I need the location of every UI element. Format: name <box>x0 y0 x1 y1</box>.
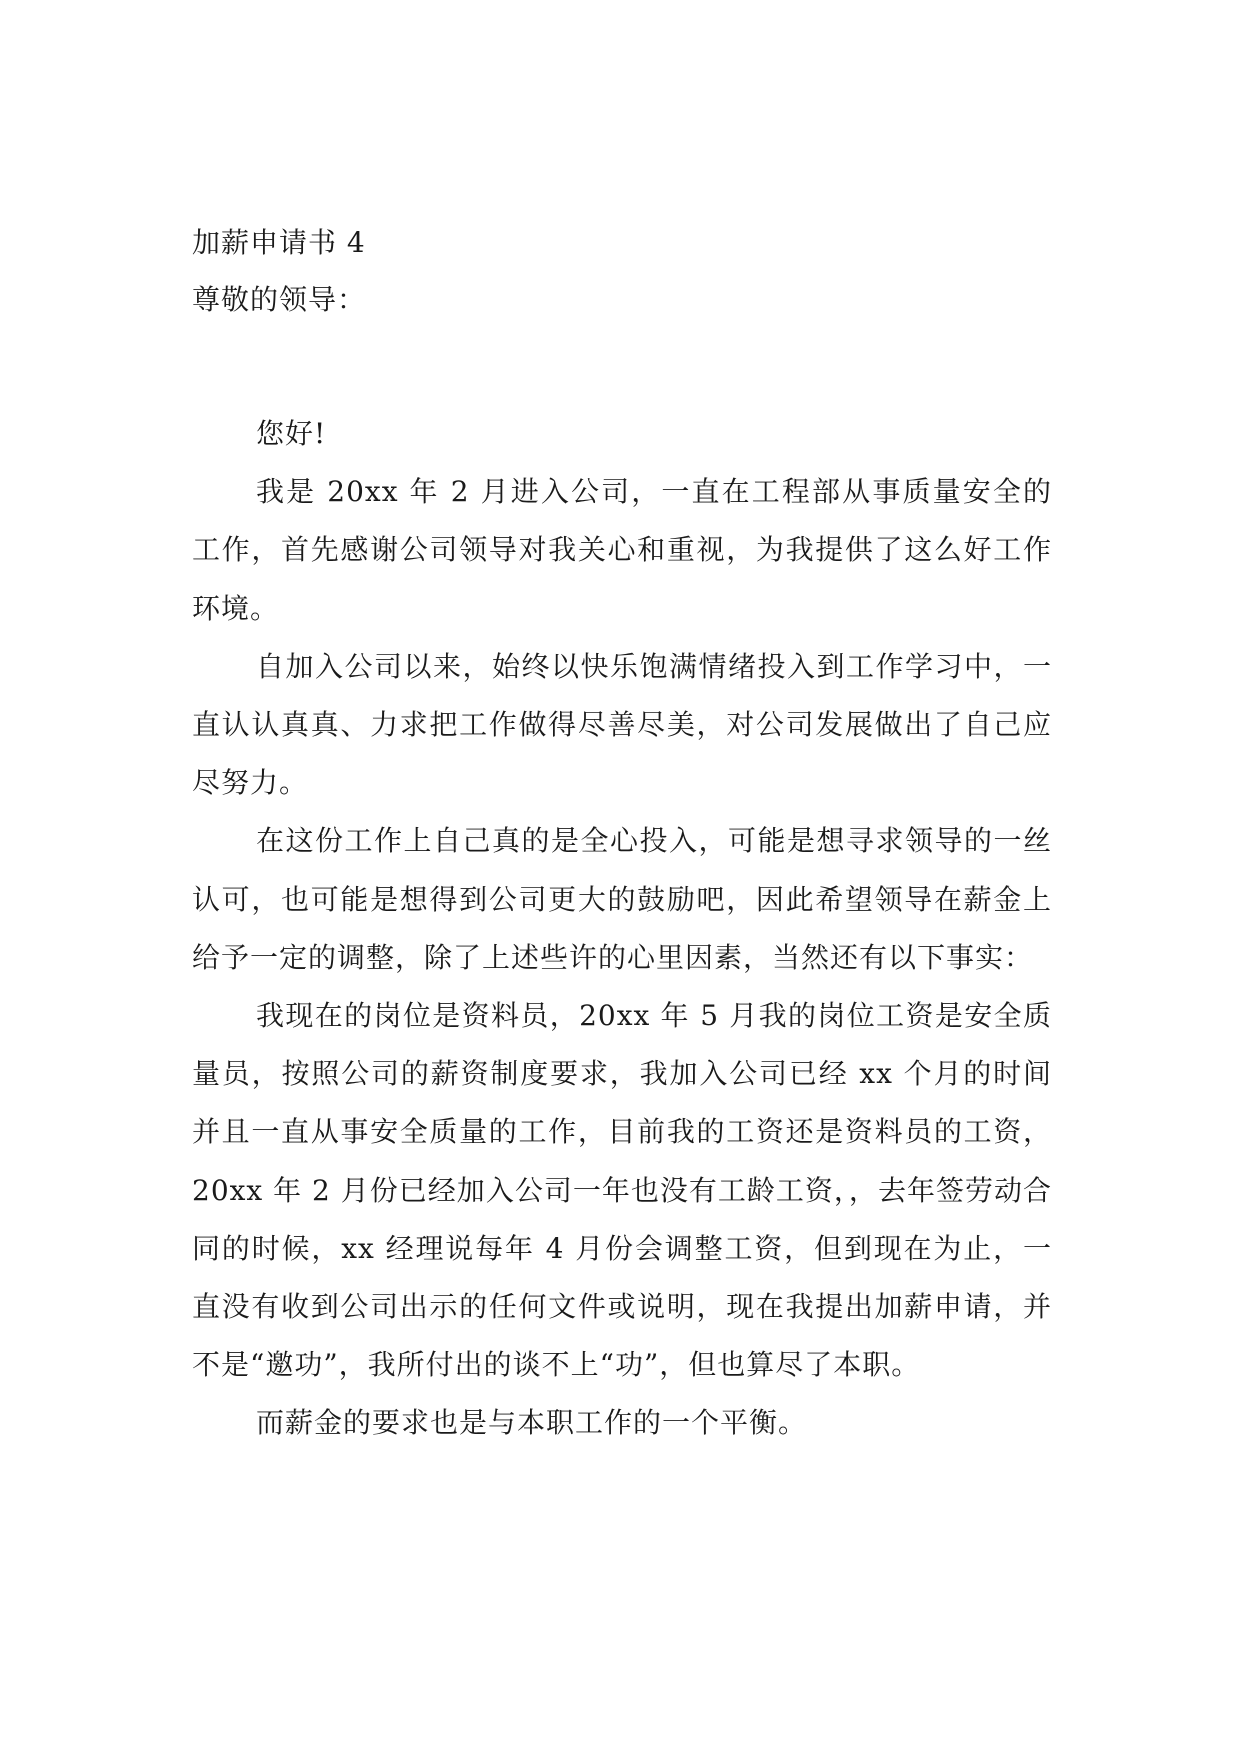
body-paragraph: 在这份工作上自己真的是全心投入，可能是想寻求领导的一丝认可，也可能是想得到公司更大的鼓励吧，因此希望领导在薪金上给予一定的调整，除了上述些许的心里因素，当然还有以下事实： <box>192 824 1052 974</box>
body-paragraph: 我现在的岗位是资料员，20xx 年 5 月我的岗位工资是安全质量员，按照公司的薪资制度要求，我加入公司已经 xx 个月的时间并且一直从事安全质量的工作，目前我的工资还是资料员的工资，20xx 年 2 月份已经加入公司一年也没有工龄工资，，去年签劳动合同的时候，xx 经理说每年 4 月份会调整工资，但到现在为止，一直没有收到公司出示的任何文件或说明，现在我提出加薪申请，并不是“邀功”，我所付出的谈不上“功”，但也算尽了本职。 <box>192 999 1052 1382</box>
document-title: 加薪申请书 4 <box>192 226 366 259</box>
greeting-paragraph: 您好! <box>256 417 327 450</box>
body-paragraph: 自加入公司以来，始终以快乐饱满情绪投入到工作学习中，一直认认真真、力求把工作做得尽善尽美，对公司发展做出了自己应尽努力。 <box>192 649 1052 800</box>
letter-body <box>192 405 1052 1453</box>
body-paragraph: 而薪金的要求也是与本职工作的一个平衡。 <box>256 1406 808 1440</box>
body-paragraph: 我是 20xx 年 2 月进入公司，一直在工程部从事质量安全的工作，首先感谢公司领导对我关心和重视，为我提供了这么好工作环境。 <box>192 475 1052 625</box>
salutation: 尊敬的领导： <box>192 283 367 316</box>
